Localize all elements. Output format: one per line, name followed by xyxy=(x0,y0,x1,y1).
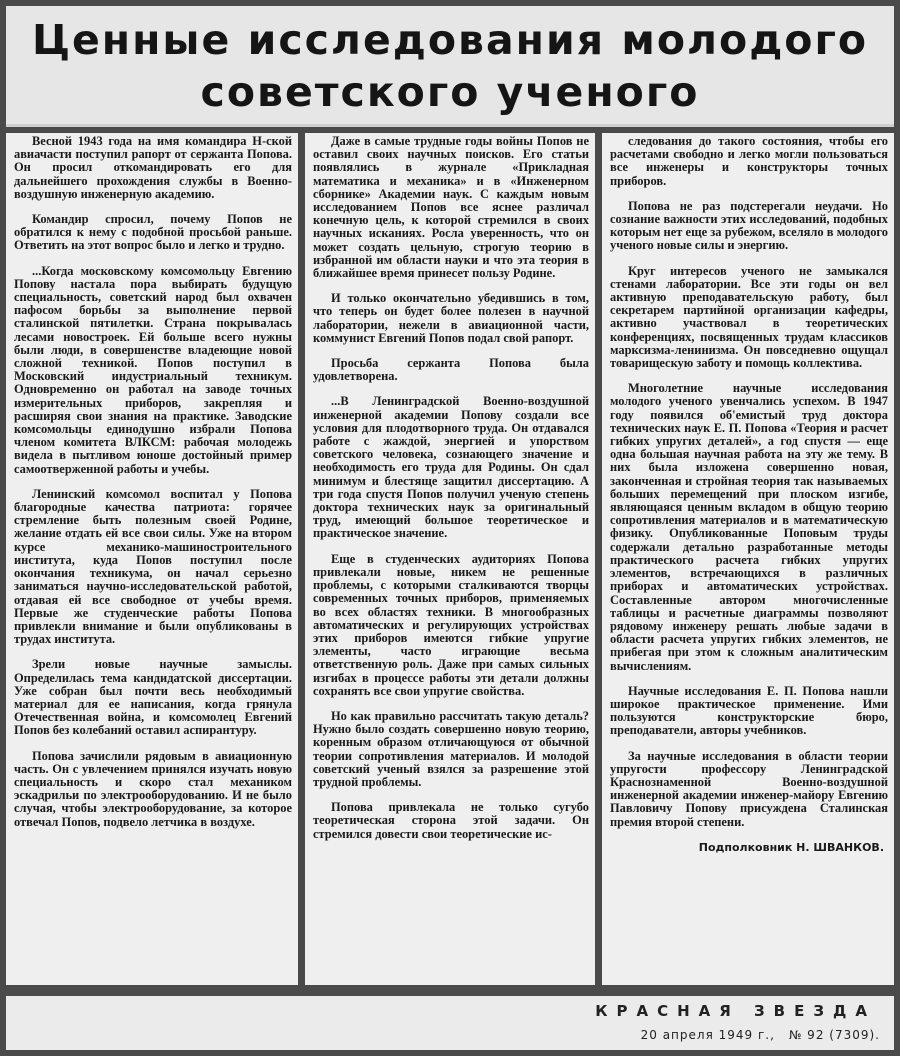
headline-area xyxy=(6,6,894,127)
newspaper-masthead: КРАСНАЯ ЗВЕЗДА xyxy=(595,1002,876,1020)
issue-date: 20 апреля 1949 г., xyxy=(640,1028,775,1042)
paragraph: Многолетние научные исследования молодого ученого увенчались успехом. В 1947 году появился об'емистый труд доктора технических наук Е. П. Попова «Теория и расчет гибких упругих деталей», а год спустя — еще одна большая научная работа на эту же тему. В них была изложена совершенно новая, законченная и стройная теория так называемых больших перемещений при плоском изгибе, являющаяся ценным вкладом в общую теорию сопротивления материалов и в математическую физику. Опубликованные Поповым труды содержали детально разработанные методы практического расчета гибких упругих элементов, встречающихся в различных приборах и автоматических устройствах. Составленные автором многочисленные таблицы и расчетные диаграммы позволяют рядовому инженеру решать любые задачи в области расчета упругих гибких элементов, не прибегая при этом к сложным аналитическим вычислениям. xyxy=(610,381,888,673)
issue-number: № 92 (7309). xyxy=(788,1028,880,1042)
paragraph: Попова привлекала не только сугубо теоретическая сторона этой задачи. Он стремился довести свои теоретические ис- xyxy=(313,800,589,841)
issue-info xyxy=(627,1028,880,1042)
article-column-3 xyxy=(602,133,894,985)
headline-line-2: советского ученого xyxy=(200,68,700,116)
paragraph: ...В Ленинградской Военно-воздушной инженерной академии Попову создали все условия для плодотворного труда. Он отдавался работе с жаждой, энергией и упорством советского человека, сознающего значение и необходимость его труда для Родины. Он сдал минимум и блестяще защитил диссертацию. А три года спустя Попов получил ученую степень доктора технических наук за оригинальный труд, имеющий большое теоретическое и практическое значение. xyxy=(313,394,589,541)
paragraph: И только окончательно убедившись в том, что теперь он будет более полезен в научной лаборатории, нежели в авиационной части, коммунист Евгений Попов подал свой рапорт. xyxy=(313,291,589,345)
paragraph: Просьба сержанта Попова была удовлетворена. xyxy=(313,356,589,384)
article-headline xyxy=(6,14,894,118)
paragraph: Круг интересов ученого не замыкался стенами лаборатории. Все эти годы он вел активную преподавательскую работу, был секретарем партийной организации кафедры, активно участвовал в теоретических конференциях, посвященных трудам классиков марксизма-ленинизма. Он повседневно ощущал товарищескую заботу и помощь коллектива. xyxy=(610,263,888,371)
paragraph: Попова зачислили рядовым в авиационную часть. Он с увлечением принялся изучать новую специальность и скоро стал механиком эскадрильи по электрооборудованию. И не было случая, чтобы электрооборудование, за которое отвечал Попов, подвело летчика в воздухе. xyxy=(14,748,292,829)
paragraph: Даже в самые трудные годы войны Попов не оставил своих научных поисков. Его статьи появлялись в журнале «Прикладная математика и механика» и в «Инженерном сборнике» Академии наук. С каждым новым исследованием Попов все яснее различал конечную цель, к которой стремился в своих научных исканиях. Росла уверенность, что он может создать цельную, строгую теорию в избранной им области науки и что эта теория в ближайшее время принесет пользу Родине. xyxy=(313,134,589,281)
paragraph: Но как правильно рассчитать такую деталь? Нужно было создать совершенно новую теорию, коренным образом отличающуюся от обычной теории сопротивления материалов. И молодой советский ученый взялся за разрешение этой трудной проблемы. xyxy=(313,708,589,789)
paragraph: Командир спросил, почему Попов не обратился к нему с подобной просьбой раньше. Ответить на этот вопрос было и легко и трудно. xyxy=(14,212,292,253)
paragraph: Весной 1943 года на имя командира Н-ской авиачасти поступил рапорт от сержанта Попова. Он просил откомандировать его для дальнейшего прохождения службы в Военно-воздушную инженерную академию. xyxy=(14,134,292,201)
paragraph: Зрели новые научные замыслы. Определилась тема кандидатской диссертации. Уже собран был почти весь необходимый материал для ее написания, когда грянула Отечественная война, и комсомолец Евгений Попов без колебаний оставил аспирантуру. xyxy=(14,657,292,738)
paragraph: Научные исследования Е. П. Попова нашли широкое практическое применение. Ими пользуются конструкторские бюро, преподаватели, авторы учебников. xyxy=(610,683,888,738)
paragraph: Попова не раз подстерегали неудачи. Но сознание важности этих исследований, подобных которым нет еще за рубежом, вселяло в молодого ученого новые силы и энергию. xyxy=(610,198,888,253)
headline-line-1: Ценные исследования молодого xyxy=(31,16,869,64)
article-column-2 xyxy=(305,133,595,985)
paragraph: следования до такого состояния, чтобы его расчетами свободно и легко могли пользоваться все инженеры и конструкторы точных приборов. xyxy=(610,134,888,188)
paragraph: Еще в студенческих аудиториях Попова привлекали новые, никем не решенные проблемы, с которыми сталкиваются творцы современных точных приборов, применяемых во всех областях техники. В многообразных автоматических и регулирующих устройствах этих приборов имеются гибкие упругие элементы, часто играющие весьма ответственную роль. Даже при самых сильных изгибах в процессе работы эти детали должны сохранять все свои упругие свойства. xyxy=(313,551,589,698)
author-signature: Подполковник Н. ШВАНКОВ. xyxy=(698,840,884,854)
paragraph: ...Когда московскому комсомольцу Евгению Попову настала пора выбирать будущую специальность, советский народ был охвачен пафосом борьбы за выполнение первой сталинской пятилетки. Страна покрывалась лесами новостроек. Ей больше всего нужны были люди, в совершенстве владеющие новой сложной техникой. Попов поступил в Московский индустриальный техникум. Одновременно он работал на заводе точных измерительных приборов, закрепляя и расширяя свои знания на практике. Заводские комсомольцы единодушно избрали Попова членом комитета ВЛКСМ: рабочая молодежь видела в пытливом юноше достойный пример самоотверженной работы и учебы. xyxy=(14,263,292,476)
paragraph: Ленинский комсомол воспитал у Попова благородные качества патриота: горячее стремление быть полезным своей Родине, желание отдать ей все свои силы. Уже на втором курсе механико-машиностроительного института, куда Попов поступил после окончания техникума, он начал серьезно заниматься научно-исследовательской работой, отдавая ей все свободное от учебы время. Первые же студенческие работы Попова привлекли внимание и были опубликованы в трудах института. xyxy=(14,486,292,647)
article-column-1 xyxy=(6,133,298,985)
newspaper-footer xyxy=(6,996,894,1050)
paragraph: За научные исследования в области теории упругости профессору Ленинградской Краснознаменной Военно-воздушной инженерной академии инженер-майору Евгению Павловичу Попову присуждена Сталинская премия второй степени. xyxy=(610,748,888,829)
